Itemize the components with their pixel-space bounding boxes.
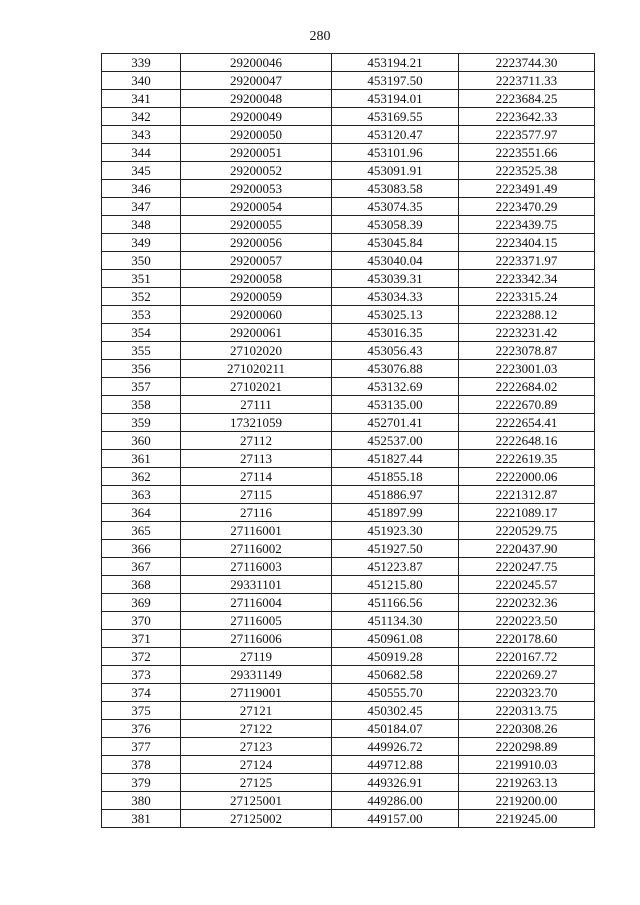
table-row xyxy=(102,306,595,324)
row-index-cell: 354 xyxy=(102,324,181,342)
table-row xyxy=(102,414,595,432)
table-row xyxy=(102,486,595,504)
table-row xyxy=(102,126,595,144)
table-row xyxy=(102,54,595,72)
table-row xyxy=(102,684,595,702)
x-coordinate-cell: 453132.69 xyxy=(332,378,459,396)
table-row xyxy=(102,810,595,828)
x-coordinate-cell: 453083.58 xyxy=(332,180,459,198)
x-coordinate-cell: 451215.80 xyxy=(332,576,459,594)
y-coordinate-cell: 2220323.70 xyxy=(459,684,595,702)
y-coordinate-cell: 2223577.97 xyxy=(459,126,595,144)
y-coordinate-cell: 2220529.75 xyxy=(459,522,595,540)
x-coordinate-cell: 453056.43 xyxy=(332,342,459,360)
row-index-cell: 375 xyxy=(102,702,181,720)
row-index-cell: 342 xyxy=(102,108,181,126)
row-index-cell: 366 xyxy=(102,540,181,558)
table-row xyxy=(102,630,595,648)
point-id-cell: 27116005 xyxy=(181,612,332,630)
y-coordinate-cell: 2219910.03 xyxy=(459,756,595,774)
row-index-cell: 341 xyxy=(102,90,181,108)
table-row xyxy=(102,252,595,270)
x-coordinate-cell: 453101.96 xyxy=(332,144,459,162)
x-coordinate-cell: 453025.13 xyxy=(332,306,459,324)
point-id-cell: 29200061 xyxy=(181,324,332,342)
row-index-cell: 357 xyxy=(102,378,181,396)
x-coordinate-cell: 449286.00 xyxy=(332,792,459,810)
row-index-cell: 381 xyxy=(102,810,181,828)
table-row xyxy=(102,234,595,252)
y-coordinate-cell: 2222670.89 xyxy=(459,396,595,414)
x-coordinate-cell: 451223.87 xyxy=(332,558,459,576)
row-index-cell: 343 xyxy=(102,126,181,144)
table-row xyxy=(102,702,595,720)
row-index-cell: 363 xyxy=(102,486,181,504)
point-id-cell: 29331149 xyxy=(181,666,332,684)
x-coordinate-cell: 449157.00 xyxy=(332,810,459,828)
table-row xyxy=(102,468,595,486)
row-index-cell: 339 xyxy=(102,54,181,72)
table-row xyxy=(102,612,595,630)
row-index-cell: 344 xyxy=(102,144,181,162)
y-coordinate-cell: 2219200.00 xyxy=(459,792,595,810)
y-coordinate-cell: 2223404.15 xyxy=(459,234,595,252)
y-coordinate-cell: 2223470.29 xyxy=(459,198,595,216)
y-coordinate-cell: 2222648.16 xyxy=(459,432,595,450)
point-id-cell: 29200060 xyxy=(181,306,332,324)
point-id-cell: 27116004 xyxy=(181,594,332,612)
x-coordinate-cell: 453194.21 xyxy=(332,54,459,72)
table-row xyxy=(102,594,595,612)
point-id-cell: 27123 xyxy=(181,738,332,756)
point-id-cell: 27121 xyxy=(181,702,332,720)
x-coordinate-cell: 453045.84 xyxy=(332,234,459,252)
y-coordinate-cell: 2223078.87 xyxy=(459,342,595,360)
x-coordinate-cell: 453034.33 xyxy=(332,288,459,306)
row-index-cell: 372 xyxy=(102,648,181,666)
point-id-cell: 29200057 xyxy=(181,252,332,270)
y-coordinate-cell: 2220223.50 xyxy=(459,612,595,630)
y-coordinate-cell: 2219263.13 xyxy=(459,774,595,792)
y-coordinate-cell: 2221089.17 xyxy=(459,504,595,522)
point-id-cell: 29200056 xyxy=(181,234,332,252)
row-index-cell: 360 xyxy=(102,432,181,450)
point-id-cell: 29200054 xyxy=(181,198,332,216)
table-row xyxy=(102,576,595,594)
table-row xyxy=(102,558,595,576)
point-id-cell: 27115 xyxy=(181,486,332,504)
y-coordinate-cell: 2220298.89 xyxy=(459,738,595,756)
x-coordinate-cell: 453135.00 xyxy=(332,396,459,414)
row-index-cell: 367 xyxy=(102,558,181,576)
row-index-cell: 378 xyxy=(102,756,181,774)
table-row xyxy=(102,396,595,414)
point-id-cell: 29200059 xyxy=(181,288,332,306)
point-id-cell: 27119001 xyxy=(181,684,332,702)
x-coordinate-cell: 453039.31 xyxy=(332,270,459,288)
x-coordinate-cell: 451855.18 xyxy=(332,468,459,486)
x-coordinate-cell: 451827.44 xyxy=(332,450,459,468)
table-row xyxy=(102,216,595,234)
point-id-cell: 27125 xyxy=(181,774,332,792)
y-coordinate-cell: 2223288.12 xyxy=(459,306,595,324)
x-coordinate-cell: 451897.99 xyxy=(332,504,459,522)
x-coordinate-cell: 453074.35 xyxy=(332,198,459,216)
point-id-cell: 27116006 xyxy=(181,630,332,648)
row-index-cell: 348 xyxy=(102,216,181,234)
page-number: 280 xyxy=(309,29,331,44)
point-id-cell: 29200047 xyxy=(181,72,332,90)
point-id-cell: 29200051 xyxy=(181,144,332,162)
x-coordinate-cell: 449712.88 xyxy=(332,756,459,774)
row-index-cell: 376 xyxy=(102,720,181,738)
point-id-cell: 29200046 xyxy=(181,54,332,72)
point-id-cell: 29200049 xyxy=(181,108,332,126)
row-index-cell: 353 xyxy=(102,306,181,324)
x-coordinate-cell: 449926.72 xyxy=(332,738,459,756)
row-index-cell: 373 xyxy=(102,666,181,684)
x-coordinate-cell: 453076.88 xyxy=(332,360,459,378)
point-id-cell: 27122 xyxy=(181,720,332,738)
row-index-cell: 349 xyxy=(102,234,181,252)
row-index-cell: 365 xyxy=(102,522,181,540)
row-index-cell: 377 xyxy=(102,738,181,756)
table-row xyxy=(102,450,595,468)
point-id-cell: 27116003 xyxy=(181,558,332,576)
point-id-cell: 17321059 xyxy=(181,414,332,432)
x-coordinate-cell: 450961.08 xyxy=(332,630,459,648)
y-coordinate-cell: 2220308.26 xyxy=(459,720,595,738)
point-id-cell: 29200058 xyxy=(181,270,332,288)
x-coordinate-cell: 453091.91 xyxy=(332,162,459,180)
row-index-cell: 347 xyxy=(102,198,181,216)
y-coordinate-cell: 2220437.90 xyxy=(459,540,595,558)
y-coordinate-cell: 2220167.72 xyxy=(459,648,595,666)
point-id-cell: 29200052 xyxy=(181,162,332,180)
x-coordinate-cell: 453016.35 xyxy=(332,324,459,342)
point-id-cell: 29200050 xyxy=(181,126,332,144)
point-id-cell: 29200055 xyxy=(181,216,332,234)
row-index-cell: 369 xyxy=(102,594,181,612)
y-coordinate-cell: 2223342.34 xyxy=(459,270,595,288)
x-coordinate-cell: 450919.28 xyxy=(332,648,459,666)
y-coordinate-cell: 2223711.33 xyxy=(459,72,595,90)
row-index-cell: 371 xyxy=(102,630,181,648)
table-row xyxy=(102,648,595,666)
point-id-cell: 27124 xyxy=(181,756,332,774)
row-index-cell: 340 xyxy=(102,72,181,90)
row-index-cell: 356 xyxy=(102,360,181,378)
row-index-cell: 350 xyxy=(102,252,181,270)
y-coordinate-cell: 2220178.60 xyxy=(459,630,595,648)
row-index-cell: 380 xyxy=(102,792,181,810)
x-coordinate-cell: 451134.30 xyxy=(332,612,459,630)
y-coordinate-cell: 2220247.75 xyxy=(459,558,595,576)
y-coordinate-cell: 2222684.02 xyxy=(459,378,595,396)
table-row xyxy=(102,774,595,792)
y-coordinate-cell: 2223525.38 xyxy=(459,162,595,180)
row-index-cell: 370 xyxy=(102,612,181,630)
point-id-cell: 27102021 xyxy=(181,378,332,396)
x-coordinate-cell: 453169.55 xyxy=(332,108,459,126)
point-id-cell: 29331101 xyxy=(181,576,332,594)
row-index-cell: 362 xyxy=(102,468,181,486)
row-index-cell: 361 xyxy=(102,450,181,468)
point-id-cell: 27119 xyxy=(181,648,332,666)
point-id-cell: 27116002 xyxy=(181,540,332,558)
x-coordinate-cell: 451927.50 xyxy=(332,540,459,558)
table-row xyxy=(102,108,595,126)
point-id-cell: 271020211 xyxy=(181,360,332,378)
x-coordinate-cell: 453197.50 xyxy=(332,72,459,90)
table-row xyxy=(102,504,595,522)
x-coordinate-cell: 451886.97 xyxy=(332,486,459,504)
x-coordinate-cell: 450682.58 xyxy=(332,666,459,684)
table-row xyxy=(102,144,595,162)
x-coordinate-cell: 450184.07 xyxy=(332,720,459,738)
y-coordinate-cell: 2223315.24 xyxy=(459,288,595,306)
table-row xyxy=(102,378,595,396)
y-coordinate-cell: 2223001.03 xyxy=(459,360,595,378)
table-row xyxy=(102,342,595,360)
table-row xyxy=(102,270,595,288)
y-coordinate-cell: 2219245.00 xyxy=(459,810,595,828)
table-row xyxy=(102,90,595,108)
y-coordinate-cell: 2222654.41 xyxy=(459,414,595,432)
row-index-cell: 351 xyxy=(102,270,181,288)
row-index-cell: 374 xyxy=(102,684,181,702)
table-row xyxy=(102,720,595,738)
row-index-cell: 368 xyxy=(102,576,181,594)
table-row xyxy=(102,432,595,450)
table-row xyxy=(102,360,595,378)
point-id-cell: 27114 xyxy=(181,468,332,486)
point-id-cell: 29200048 xyxy=(181,90,332,108)
row-index-cell: 379 xyxy=(102,774,181,792)
x-coordinate-cell: 452701.41 xyxy=(332,414,459,432)
table-row xyxy=(102,666,595,684)
x-coordinate-cell: 452537.00 xyxy=(332,432,459,450)
table-row xyxy=(102,180,595,198)
y-coordinate-cell: 2223684.25 xyxy=(459,90,595,108)
y-coordinate-cell: 2221312.87 xyxy=(459,486,595,504)
table-row xyxy=(102,72,595,90)
table-row xyxy=(102,792,595,810)
y-coordinate-cell: 2223231.42 xyxy=(459,324,595,342)
point-id-cell: 27116 xyxy=(181,504,332,522)
row-index-cell: 355 xyxy=(102,342,181,360)
point-id-cell: 27112 xyxy=(181,432,332,450)
point-id-cell: 27113 xyxy=(181,450,332,468)
row-index-cell: 346 xyxy=(102,180,181,198)
y-coordinate-cell: 2220269.27 xyxy=(459,666,595,684)
x-coordinate-cell: 451166.56 xyxy=(332,594,459,612)
point-id-cell: 27116001 xyxy=(181,522,332,540)
point-id-cell: 27125002 xyxy=(181,810,332,828)
row-index-cell: 359 xyxy=(102,414,181,432)
table-row xyxy=(102,756,595,774)
x-coordinate-cell: 451923.30 xyxy=(332,522,459,540)
table-row xyxy=(102,522,595,540)
x-coordinate-cell: 449326.91 xyxy=(332,774,459,792)
y-coordinate-cell: 2222619.35 xyxy=(459,450,595,468)
row-index-cell: 358 xyxy=(102,396,181,414)
x-coordinate-cell: 453040.04 xyxy=(332,252,459,270)
x-coordinate-cell: 453058.39 xyxy=(332,216,459,234)
y-coordinate-cell: 2220232.36 xyxy=(459,594,595,612)
y-coordinate-cell: 2223439.75 xyxy=(459,216,595,234)
row-index-cell: 345 xyxy=(102,162,181,180)
x-coordinate-cell: 450302.45 xyxy=(332,702,459,720)
point-id-cell: 27125001 xyxy=(181,792,332,810)
table-row xyxy=(102,324,595,342)
table-row xyxy=(102,540,595,558)
point-id-cell: 27111 xyxy=(181,396,332,414)
table-row xyxy=(102,738,595,756)
y-coordinate-cell: 2220245.57 xyxy=(459,576,595,594)
coordinates-table-body xyxy=(102,54,595,828)
y-coordinate-cell: 2223744.30 xyxy=(459,54,595,72)
table-row xyxy=(102,288,595,306)
row-index-cell: 364 xyxy=(102,504,181,522)
table-row xyxy=(102,198,595,216)
table-row xyxy=(102,162,595,180)
x-coordinate-cell: 450555.70 xyxy=(332,684,459,702)
y-coordinate-cell: 2223642.33 xyxy=(459,108,595,126)
x-coordinate-cell: 453120.47 xyxy=(332,126,459,144)
row-index-cell: 352 xyxy=(102,288,181,306)
x-coordinate-cell: 453194.01 xyxy=(332,90,459,108)
y-coordinate-cell: 2223371.97 xyxy=(459,252,595,270)
y-coordinate-cell: 2220313.75 xyxy=(459,702,595,720)
point-id-cell: 29200053 xyxy=(181,180,332,198)
coordinates-table xyxy=(101,53,595,828)
y-coordinate-cell: 2222000.06 xyxy=(459,468,595,486)
point-id-cell: 27102020 xyxy=(181,342,332,360)
y-coordinate-cell: 2223491.49 xyxy=(459,180,595,198)
y-coordinate-cell: 2223551.66 xyxy=(459,144,595,162)
